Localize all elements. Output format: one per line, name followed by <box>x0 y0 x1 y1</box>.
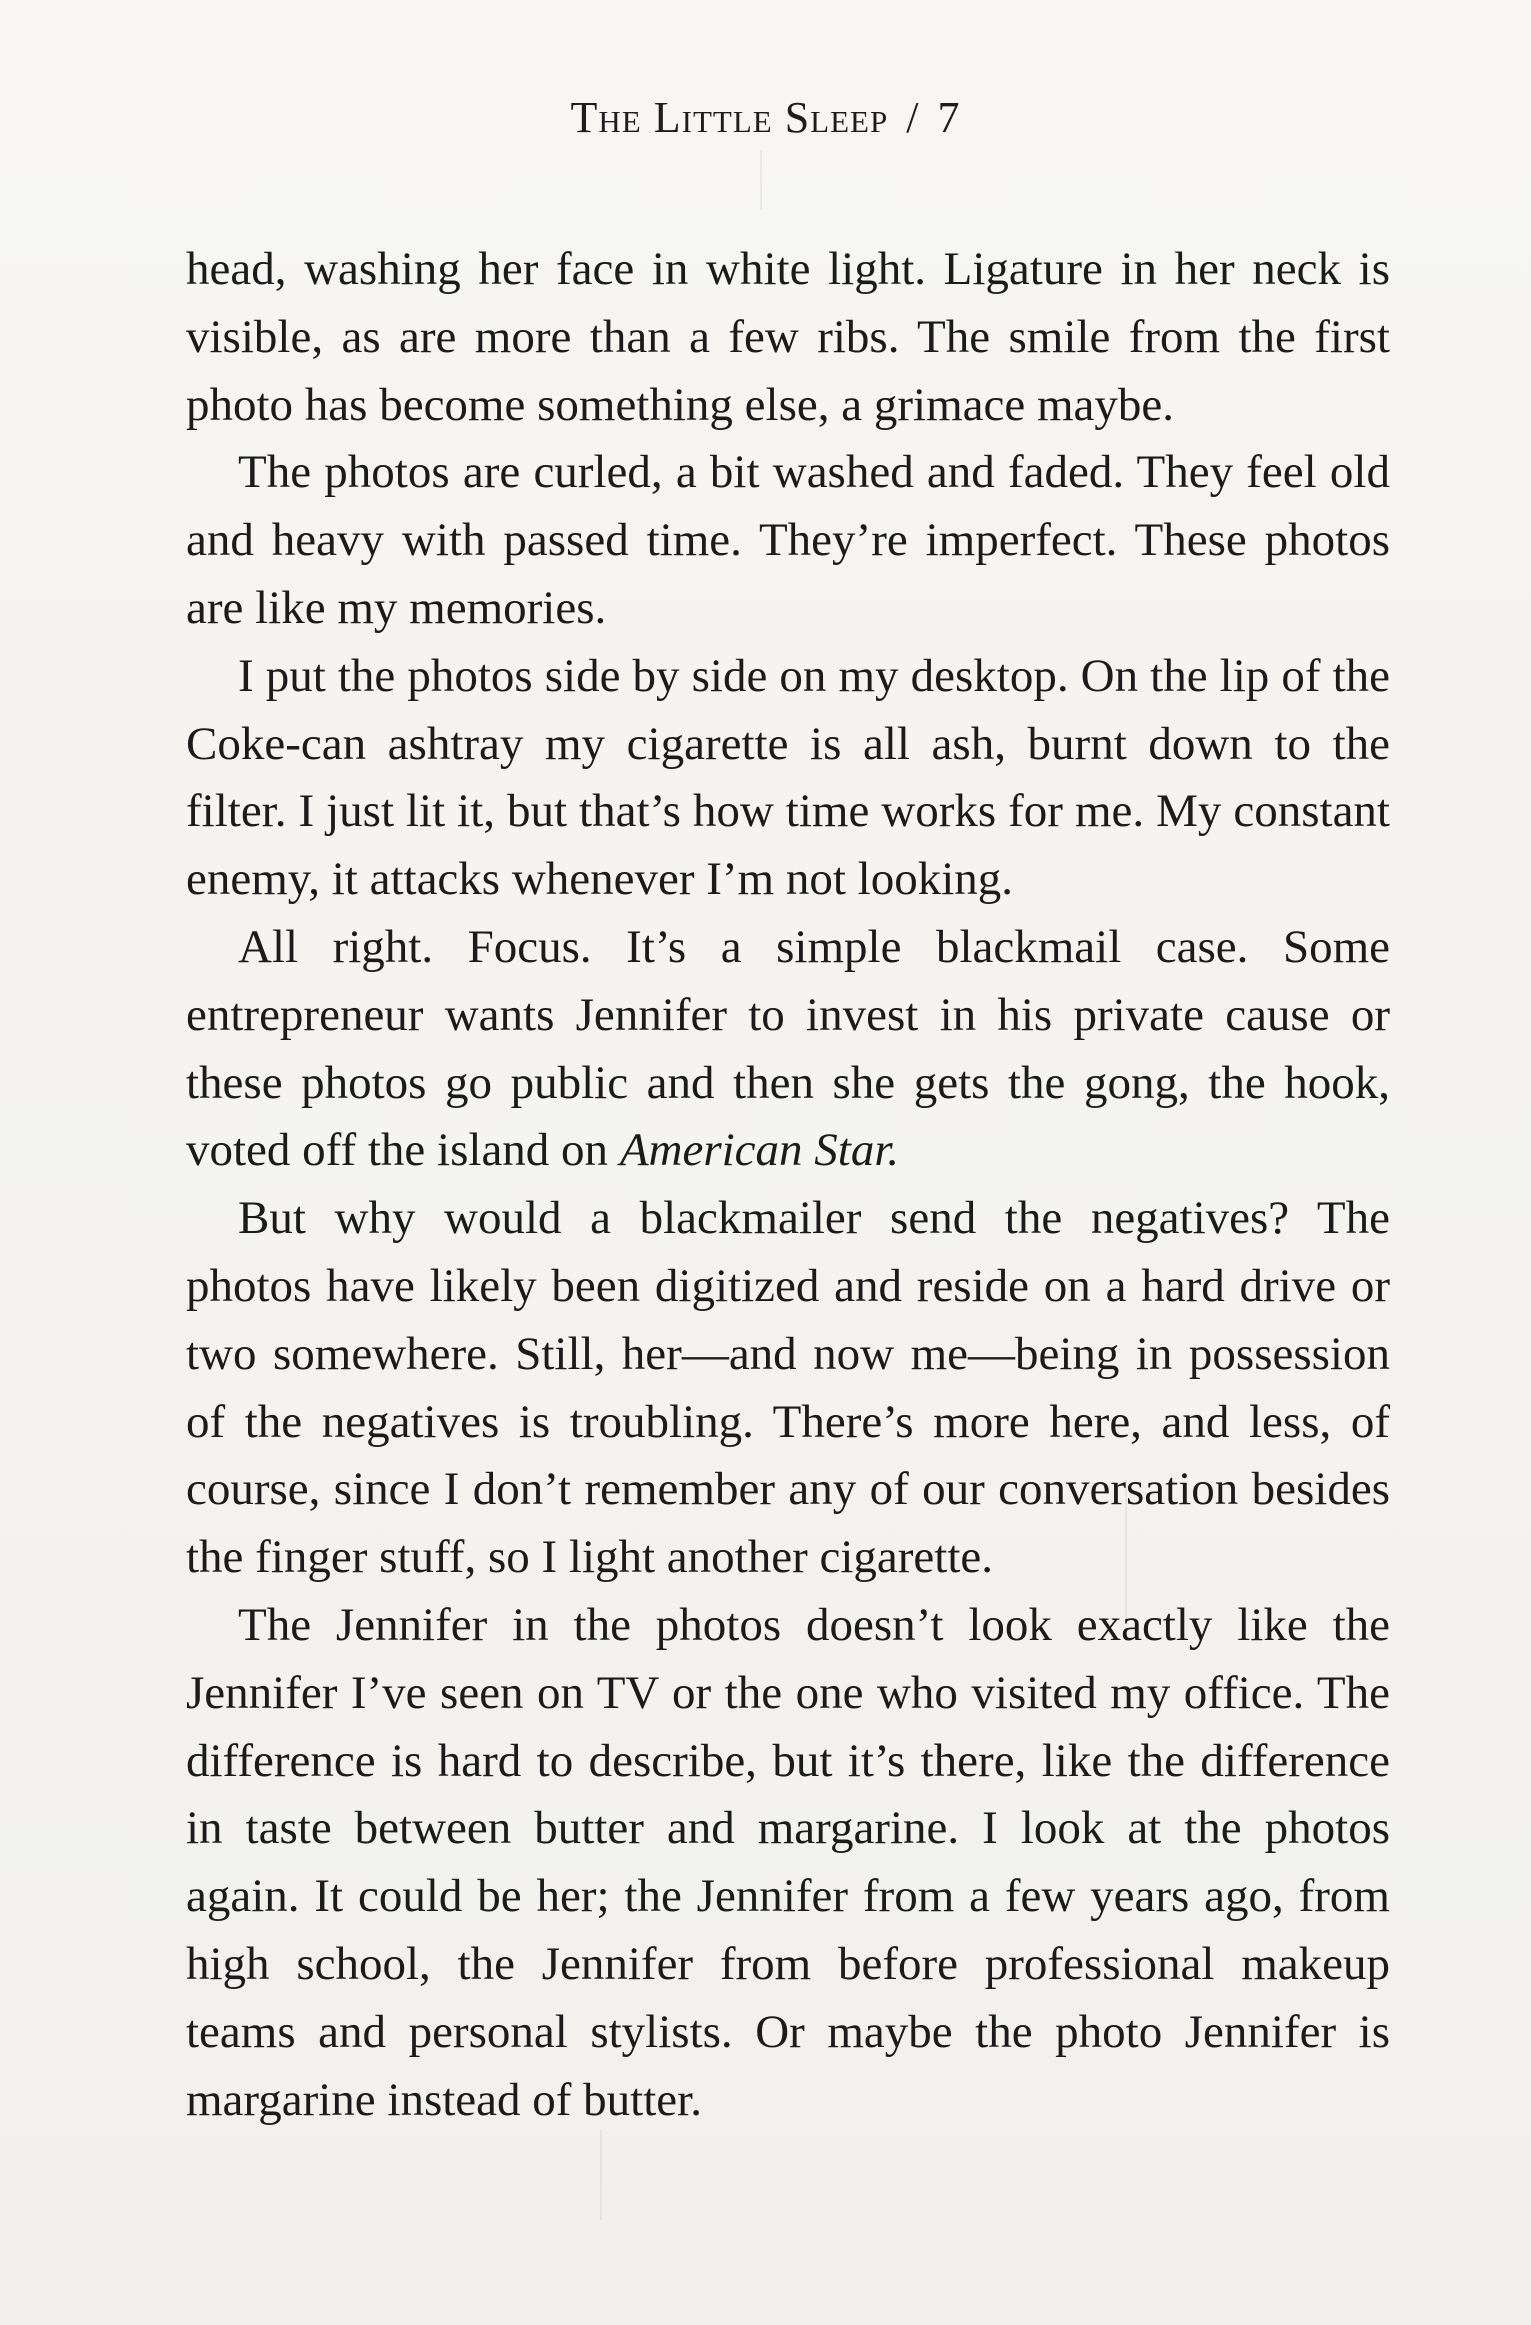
paragraph <box>186 643 1390 914</box>
running-head <box>0 92 1531 143</box>
body-text <box>186 236 1390 2134</box>
paragraph <box>186 1592 1390 2134</box>
scan-artifact <box>600 2130 602 2220</box>
page-number: 7 <box>937 93 961 142</box>
header-separator: / <box>906 93 920 142</box>
paragraph-text: But why would a blackmailer send the negatives? The photos have likely been digitized and reside on a hard drive or two somewhere. Still, her—and now me—being in possession of the negatives is troubling. There’s more here, and less, of course, since I don’t remember any of our conversation besides the finger stuff, so I light another cigarette. <box>186 1192 1390 1584</box>
paragraph <box>186 914 1390 1185</box>
paragraph-text: All right. Focus. It’s a simple blackmail case. Some entrepreneur wants Jennifer to invest in his private cause or these photos go public and then she gets the gong, the hook, voted off the island on <box>186 920 1390 1177</box>
scan-artifact <box>760 150 762 210</box>
paragraph <box>186 439 1390 642</box>
paragraph-text: The photos are curled, a bit washed and faded. They feel old and heavy with passed time. They’re imperfect. These photos are like my memories. <box>186 446 1390 634</box>
paragraph <box>186 236 1390 439</box>
book-title: The Little Sleep <box>570 93 889 142</box>
paragraph-text: head, washing her face in white light. Ligature in her neck is visible, as are more than a few ribs. The smile from the first photo has become something else, a grimace maybe. <box>186 243 1390 431</box>
paragraph <box>186 1185 1390 1592</box>
italic-title: American Star. <box>619 1124 900 1177</box>
paragraph-text: The Jennifer in the photos doesn’t look exactly like the Jennifer I’ve seen on TV or the one who visited my office. The difference is hard to describe, but it’s there, like the difference in taste between butter and margarine. I look at the photos again. It could be her; the Jennifer from a few years ago, from high school, the Jennifer from before professional makeup teams and personal stylists. Or maybe the photo Jennifer is margarine instead of butter. <box>186 1598 1390 2126</box>
paragraph-text: I put the photos side by side on my desktop. On the lip of the Coke-can ashtray my cigarette is all ash, burnt down to the filter. I just lit it, but that’s how time works for me. My constant enemy, it attacks whenever I’m not looking. <box>186 649 1390 906</box>
